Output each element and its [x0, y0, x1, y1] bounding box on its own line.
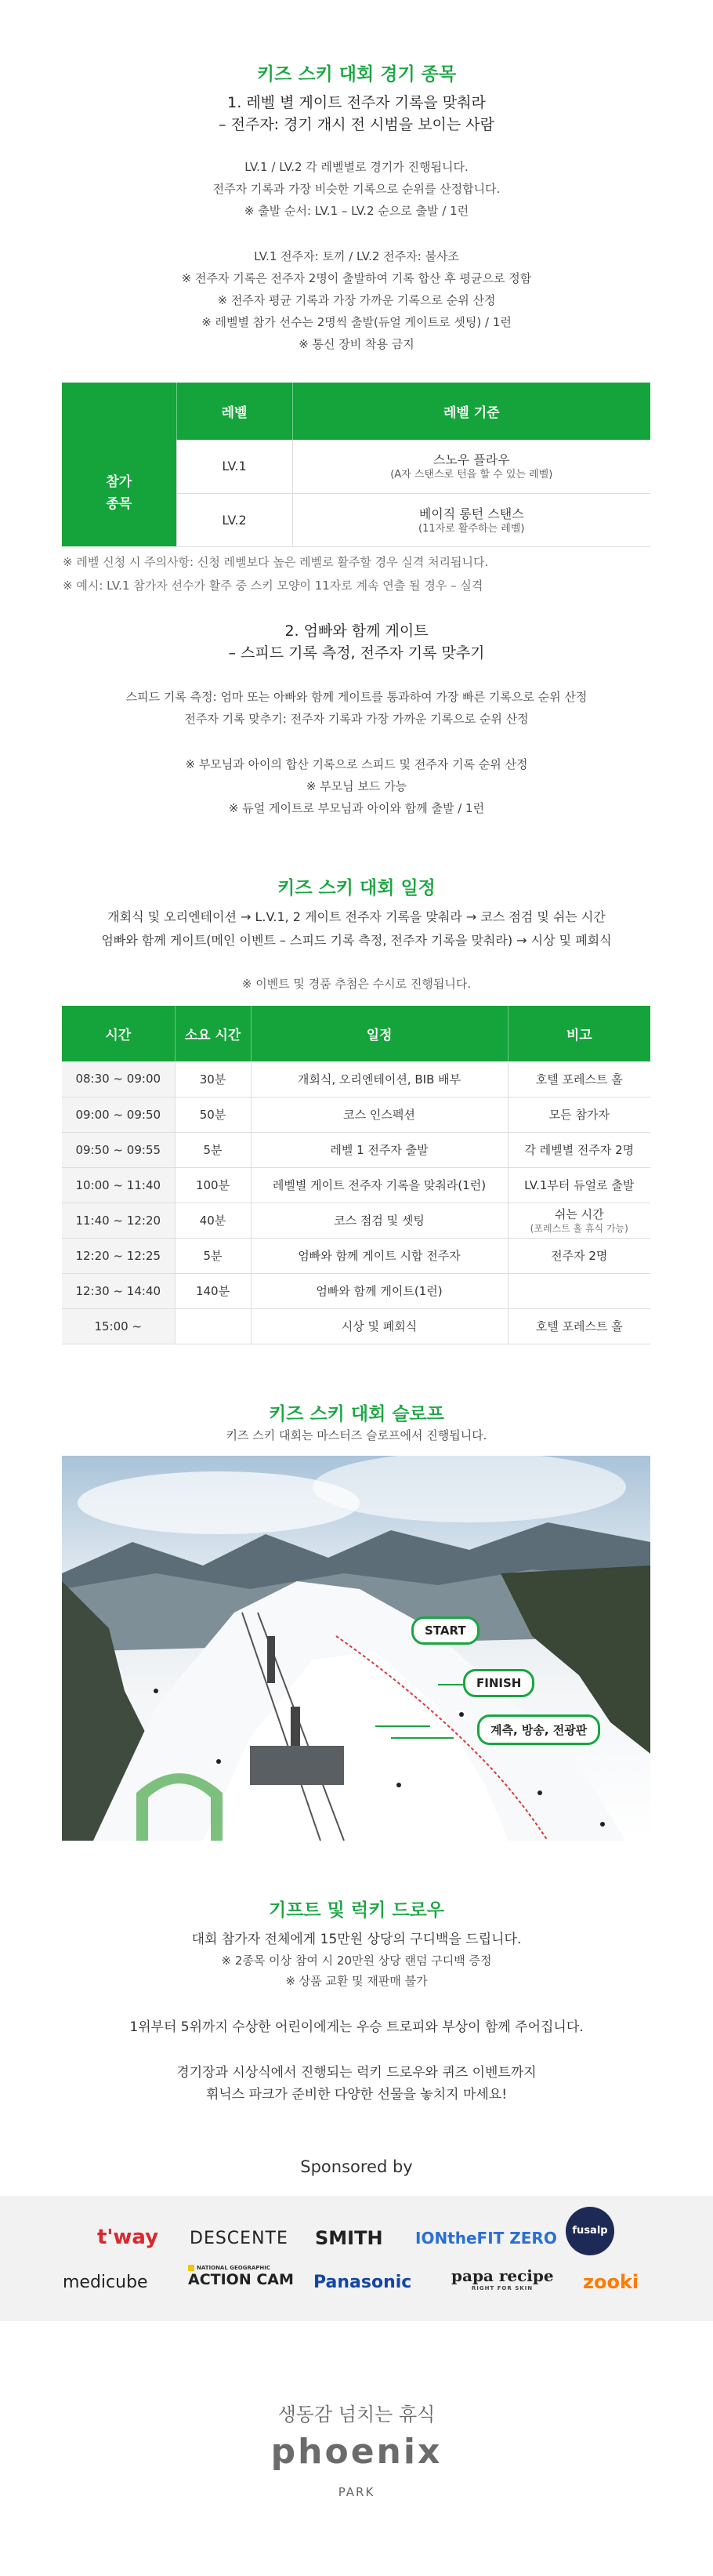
schedule-duration-cell [175, 1308, 251, 1344]
phoenix-park-label: PARK [338, 2485, 375, 2499]
slope-photo [62, 1456, 650, 1841]
schedule-head-item: 일정 [251, 1006, 508, 1061]
event2-note: ※ 부모님과 아이의 합산 기록으로 스피드 및 전주자 기록 순위 산정 [185, 757, 528, 771]
criteria-cell: 스노우 플라우 (A자 스탠스로 턴을 할 수 있는 레벨) [292, 440, 650, 493]
slope-label-timing: 계측, 방송, 전광판 [477, 1714, 600, 1745]
table-row [62, 1238, 650, 1273]
footer-slogan: 생동감 넘치는 휴식 [277, 2404, 436, 2425]
table-row [62, 1273, 650, 1308]
schedule-note-cell: 쉬는 시간 (포레스트 홀 휴식 가능) [508, 1203, 650, 1238]
level-table-head-level: 레벨 [176, 383, 292, 440]
schedule-note-cell: 각 레벨별 전주자 2명 [508, 1132, 650, 1167]
schedule-time-cell: 10:00 ~ 11:40 [62, 1167, 175, 1203]
event1-note: ※ 전주자 평균 기록과 가장 가까운 기록으로 순위 산정 [217, 293, 496, 307]
zooki-logo: zooki [583, 2271, 639, 2293]
paparecipe-logo: papa recipe RIGHT FOR SKIN [451, 2266, 554, 2291]
schedule-head-note: 비고 [508, 1006, 650, 1061]
fusalp-logo: fusalp [566, 2207, 614, 2255]
descente-logo: DESCENTE [190, 2229, 288, 2248]
schedule-note-cell: 모든 참가자 [508, 1097, 650, 1132]
schedule-item-cell: 개회식, 오리엔테이션, BIB 배부 [251, 1061, 508, 1097]
gift-note: ※ 2종목 이상 참여 시 20만원 상당 랜덤 구디백 증정 [221, 1954, 492, 1968]
event1-note: ※ 통신 장비 착용 금지 [299, 337, 414, 351]
table-row [62, 440, 650, 493]
level-cell: LV.2 [176, 493, 292, 546]
schedule-note-cell [508, 1273, 650, 1308]
phoenix-logo: phoenix [270, 2432, 443, 2472]
level-note: ※ 예시: LV.1 참가자 선수가 활주 중 스키 모양이 11자로 계속 연출 될 경우 – 실격 [63, 579, 483, 593]
schedule-time-cell: 11:40 ~ 12:20 [62, 1203, 175, 1238]
level-note: ※ 레벨 신청 시 주의사항: 신청 레벨보다 높은 레벨로 활주할 경우 실격 처리됩니다. [63, 555, 489, 569]
table-row [62, 1061, 650, 1097]
schedule-note-cell: 전주자 2명 [508, 1238, 650, 1273]
schedule-item-cell: 레벨 1 전주자 출발 [251, 1132, 508, 1167]
sponsors-title: Sponsored by [300, 2157, 413, 2176]
gift-trophy-text: 1위부터 5위까지 수상한 어린이에게는 우승 트로피와 부상이 함께 주어집니다. [129, 2019, 584, 2035]
event1-text: 전주자 기록과 가장 비슷한 기록으로 순위를 산정합니다. [212, 182, 501, 196]
actioncam-logo: NATIONAL GEOGRAPHIC ACTION CAM [188, 2265, 294, 2288]
schedule-head-time: 시간 [62, 1006, 175, 1061]
schedule-duration-cell: 5분 [175, 1132, 251, 1167]
schedule-item-cell: 코스 인스펙션 [251, 1097, 508, 1132]
gift-lucky-text: 휘닉스 파크가 준비한 다양한 선물을 놓치지 마세요! [205, 2087, 508, 2103]
event2-note: ※ 듀얼 게이트로 부모님과 아이와 함께 출발 / 1런 [228, 801, 485, 815]
schedule-item-cell: 코스 점검 및 셋팅 [251, 1203, 508, 1238]
schedule-time-cell: 08:30 ~ 09:00 [62, 1061, 175, 1097]
level-table-head-criteria: 레벨 기준 [292, 383, 650, 440]
criteria-cell: 베이직 롱턴 스탠스 (11자로 활주하는 레벨) [292, 493, 650, 546]
event2-text: 전주자 기록 맞추기: 전주자 기록과 가장 가까운 기록으로 순위 산정 [184, 712, 529, 726]
level-table [62, 383, 650, 547]
slope-label-start: START [411, 1616, 480, 1645]
gift-lucky-text: 경기장과 시상식에서 진행되는 럭키 드로우와 퀴즈 이벤트까지 [176, 2065, 537, 2081]
event2-text: 스피드 기록 측정: 엄마 또는 아빠와 함께 게이트를 통과하여 가장 빠른 기록으로 순위 산정 [125, 690, 588, 704]
event1-text: ※ 출발 순서: LV.1 – LV.2 순으로 출발 / 1런 [244, 204, 469, 218]
schedule-note-cell: LV.1부터 듀얼로 출발 [508, 1167, 650, 1203]
tway-logo: t'way [97, 2226, 159, 2249]
table-row [62, 1097, 650, 1132]
table-row [62, 1203, 650, 1238]
schedule-time-cell: 09:00 ~ 09:50 [62, 1097, 175, 1132]
schedule-note: ※ 이벤트 및 경품 추첨은 수시로 진행됩니다. [241, 977, 472, 991]
schedule-duration-cell: 5분 [175, 1238, 251, 1273]
event2-title: 2. 엄빠와 함께 게이트 [284, 622, 429, 640]
schedule-title: 키즈 스키 대회 일정 [277, 878, 436, 898]
slope-title: 키즈 스키 대회 슬로프 [269, 1404, 444, 1424]
event1-subtitle: – 전주자: 경기 개시 전 시범을 보이는 사람 [219, 116, 494, 133]
table-row [62, 1132, 650, 1167]
event1-note: ※ 레벨별 참가 선수는 2명씩 출발(듀얼 게이트로 셋팅) / 1런 [201, 315, 512, 329]
schedule-flow: 엄빠와 함께 게이트(메인 이벤트 – 스피드 기록 측정, 전주자 기록을 맞춰라) → 시상 및 폐회식 [101, 933, 612, 948]
medicube-logo: medicube [63, 2273, 148, 2292]
level-cell: LV.1 [176, 440, 292, 493]
gift-title: 기프트 및 럭키 드로우 [269, 1900, 444, 1921]
slope-illustration [62, 1456, 650, 1841]
level-table-head-blank [62, 383, 176, 440]
table-row [62, 1308, 650, 1344]
level-table-side-label: 참가 종목 [62, 440, 176, 546]
smith-logo: SMITH [315, 2227, 383, 2249]
schedule-note-cell: 호텔 포레스트 홀 [508, 1308, 650, 1344]
schedule-time-cell: 12:20 ~ 12:25 [62, 1238, 175, 1273]
gift-note: ※ 상품 교환 및 재판매 불가 [285, 1974, 428, 1988]
event2-subtitle: – 스피드 기록 측정, 전주자 기록 맞추기 [228, 644, 485, 662]
schedule-item-cell: 엄빠와 함께 게이트 시합 전주자 [251, 1238, 508, 1273]
event1-text: LV.1 / LV.2 각 레벨별로 경기가 진행됩니다. [244, 160, 469, 174]
panasonic-logo: Panasonic [313, 2273, 412, 2292]
schedule-table [62, 1006, 650, 1344]
schedule-item-cell: 레벨별 게이트 전주자 기록을 맞춰라(1런) [251, 1167, 508, 1203]
gift-text: 대회 참가자 전체에게 15만원 상당의 구디백을 드립니다. [191, 1932, 522, 1947]
schedule-time-cell: 12:30 ~ 14:40 [62, 1273, 175, 1308]
event2-note: ※ 부모님 보드 가능 [306, 779, 407, 793]
table-row [62, 1167, 650, 1203]
schedule-time-cell: 15:00 ~ [62, 1308, 175, 1344]
events-title: 키즈 스키 대회 경기 종목 [256, 64, 457, 85]
schedule-duration-cell: 50분 [175, 1097, 251, 1132]
schedule-duration-cell: 140분 [175, 1273, 251, 1308]
slope-label-finish: FINISH [463, 1669, 534, 1697]
schedule-item-cell: 시상 및 폐회식 [251, 1308, 508, 1344]
schedule-time-cell: 09:50 ~ 09:55 [62, 1132, 175, 1167]
schedule-note-cell: 호텔 포레스트 홀 [508, 1061, 650, 1097]
event1-note: ※ 전주자 기록은 전주자 2명이 출발하여 기록 합산 후 평균으로 정함 [181, 271, 532, 285]
schedule-item-cell: 엄빠와 함께 게이트(1런) [251, 1273, 508, 1308]
event1-title: 1. 레벨 별 게이트 전주자 기록을 맞춰라 [227, 94, 486, 111]
slope-desc: 키즈 스키 대회는 마스터즈 슬로프에서 진행됩니다. [226, 1428, 487, 1442]
schedule-duration-cell: 30분 [175, 1061, 251, 1097]
schedule-head-duration: 소요 시간 [175, 1006, 251, 1061]
event1-forerunner: LV.1 전주자: 토끼 / LV.2 전주자: 불사조 [254, 249, 459, 263]
sponsor-logos [0, 2196, 713, 2321]
schedule-flow: 개회식 및 오리엔테이션 → L.V.1, 2 게이트 전주자 기록을 맞춰라 → 코스 점검 및 쉬는 시간 [107, 909, 606, 924]
ion-logo: IONtheFIT ZERO [415, 2229, 557, 2248]
schedule-duration-cell: 100분 [175, 1167, 251, 1203]
schedule-duration-cell: 40분 [175, 1203, 251, 1238]
